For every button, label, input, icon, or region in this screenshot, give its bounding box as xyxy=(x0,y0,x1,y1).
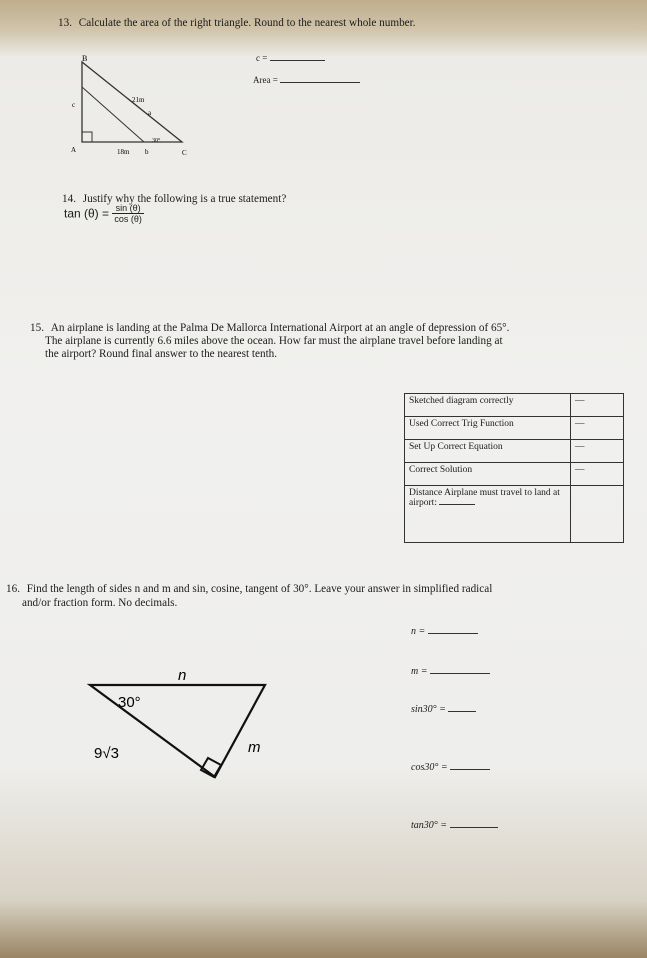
q16-m-label: m = xyxy=(411,666,428,677)
q13-label-angle: 30° xyxy=(152,138,161,144)
q14-prompt: Justify why the following is a true statement? xyxy=(82,193,287,205)
q13-label-C: C xyxy=(182,149,187,157)
q16-sin-label: sin30° = xyxy=(411,704,446,715)
q16-sin-blank[interactable] xyxy=(448,711,476,712)
q15-distance-blank[interactable] xyxy=(439,504,475,505)
q15-line2: The airplane is currently 6.6 miles above the ocean. How far must the airplane travel before landing at xyxy=(45,335,503,347)
q13-label-B: B xyxy=(82,54,88,63)
q16-tan-blank[interactable] xyxy=(450,827,498,828)
q14-fraction xyxy=(112,203,144,224)
q13-label-a: a xyxy=(148,109,152,117)
rubric-label xyxy=(405,486,571,543)
rubric-points[interactable]: — xyxy=(571,463,624,486)
q16-label-n: n xyxy=(178,667,187,684)
rubric-label: Sketched diagram correctly xyxy=(405,394,571,417)
q13-c-blank[interactable] xyxy=(270,60,325,61)
q13-area-blank[interactable] xyxy=(280,82,360,83)
q16-label-m: m xyxy=(248,739,261,756)
q13-c-label: c = xyxy=(256,53,268,63)
rubric-distance-label: Distance Airplane must travel to land at airport: xyxy=(409,488,560,508)
rubric-points[interactable] xyxy=(571,486,624,543)
rubric-row xyxy=(405,486,624,543)
q16-n-blank[interactable] xyxy=(428,633,478,634)
rubric-label: Set Up Correct Equation xyxy=(405,440,571,463)
q15-line3: the airport? Round final answer to the nearest tenth. xyxy=(45,348,278,360)
q13-prompt: Calculate the area of the right triangle. Round to the nearest whole number. xyxy=(78,17,416,29)
q13-right-angle-mark xyxy=(82,132,92,142)
q16-cos-blank[interactable] xyxy=(450,769,490,770)
q13-number: 13. xyxy=(58,17,72,29)
q16-n-label: n = xyxy=(411,626,426,637)
rubric-points[interactable]: — xyxy=(571,394,624,417)
q13-text xyxy=(58,17,416,30)
q13-area-answer xyxy=(253,75,360,85)
q13-label-base: 18m xyxy=(117,148,130,156)
q16-tan-label: tan30° = xyxy=(411,820,448,831)
rubric-points[interactable]: — xyxy=(571,417,624,440)
rubric-row xyxy=(405,463,624,486)
q14-number: 14. xyxy=(62,193,76,205)
q16-triangle xyxy=(90,685,265,777)
q15-line1-text: An airplane is landing at the Palma De Mallorca International Airport at an angle of depression of 65°. xyxy=(50,322,510,334)
q16-cos-answer xyxy=(411,762,490,773)
q16-label-angle: 30° xyxy=(118,694,141,711)
q16-number: 16. xyxy=(6,583,20,595)
q13-c-answer xyxy=(256,53,325,63)
q13-label-A: A xyxy=(71,146,77,154)
q14-lhs: tan (θ) = xyxy=(64,206,110,221)
q13-area-label: Area = xyxy=(253,75,278,85)
q13-label-c-side: c xyxy=(72,101,76,109)
q16-cos-label: cos30° = xyxy=(411,762,448,773)
rubric-label: Correct Solution xyxy=(405,463,571,486)
q15-rubric-table xyxy=(404,393,624,543)
rubric-row xyxy=(405,440,624,463)
q15-line1 xyxy=(30,322,509,335)
q14-numerator: sin (θ) xyxy=(112,203,144,214)
rubric-row xyxy=(405,394,624,417)
q16-n-answer xyxy=(411,626,478,637)
q16-tan-answer xyxy=(411,820,498,831)
q16-m-blank[interactable] xyxy=(430,673,490,674)
rubric-row xyxy=(405,417,624,440)
q16-label-side: 9√3 xyxy=(94,745,119,762)
q13-label-hyp: 21m xyxy=(132,96,145,104)
rubric-label: Used Correct Trig Function xyxy=(405,417,571,440)
q15-number: 15. xyxy=(30,322,44,334)
q16-m-answer xyxy=(411,666,490,677)
q16-line1 xyxy=(6,583,492,596)
q16-triangle-figure xyxy=(80,666,270,786)
q16-line1-text: Find the length of sides n and m and sin, cosine, tangent of 30°. Leave your answer in simplified radical xyxy=(26,583,493,595)
q16-line2: and/or fraction form. No decimals. xyxy=(22,597,178,609)
q13-label-b: b xyxy=(145,148,149,156)
rubric-points[interactable]: — xyxy=(571,440,624,463)
q16-sin-answer xyxy=(411,704,476,715)
q14-denominator: cos (θ) xyxy=(114,214,142,224)
q13-triangle-figure xyxy=(60,52,200,162)
q14-identity xyxy=(64,203,144,224)
